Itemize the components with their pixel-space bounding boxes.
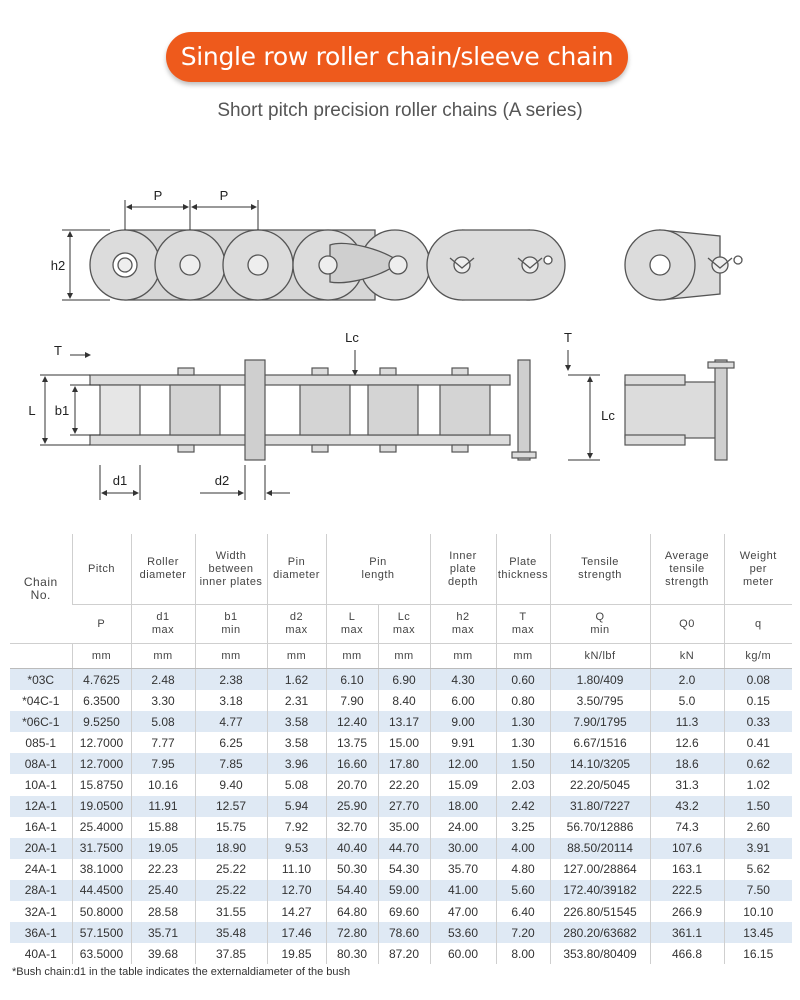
chain-end-view [625, 230, 742, 300]
table-cell: 80.30 [326, 943, 378, 964]
table-cell: 6.25 [195, 732, 267, 753]
sym-q0: Q0 [650, 605, 724, 644]
table-cell: 16.60 [326, 753, 378, 774]
table-row [10, 753, 792, 774]
unit-q: kN/lbf [550, 644, 650, 669]
table-cell: 5.0 [650, 690, 724, 711]
table-cell: 0.62 [724, 753, 792, 774]
table-cell: 41.00 [430, 880, 496, 901]
unit-q-weight: kg/m [724, 644, 792, 669]
sym-t: T max [496, 605, 550, 644]
sym-h2: h2 max [430, 605, 496, 644]
table-row [10, 796, 792, 817]
table-row [10, 732, 792, 753]
table-cell: 43.2 [650, 796, 724, 817]
table-cell: 40.40 [326, 838, 378, 859]
label-p-2: P [219, 188, 229, 203]
table-cell: 7.95 [131, 753, 195, 774]
table-cell: 64.80 [326, 901, 378, 922]
table-cell: 6.00 [430, 690, 496, 711]
chain-number-cell: 20A-1 [10, 838, 72, 859]
header-tensile-strength: Tensile strength [550, 534, 650, 605]
chain-number-cell: 08A-1 [10, 753, 72, 774]
chain-section-view [625, 360, 734, 460]
table-row [10, 711, 792, 732]
table-cell: 7.77 [131, 732, 195, 753]
label-d1: d1 [112, 473, 128, 488]
table-cell: 107.6 [650, 838, 724, 859]
table-cell: 15.00 [378, 732, 430, 753]
table-cell: 0.15 [724, 690, 792, 711]
header-inner-plate-depth: Inner plate depth [430, 534, 496, 605]
table-cell: 172.40/39182 [550, 880, 650, 901]
table-cell: 27.70 [378, 796, 430, 817]
sym-d1: d1 max [131, 605, 195, 644]
table-cell: 13.75 [326, 732, 378, 753]
table-cell: 5.94 [267, 796, 326, 817]
unit-d1: mm [131, 644, 195, 669]
table-cell: 14.27 [267, 901, 326, 922]
table-cell: 54.30 [378, 859, 430, 880]
chain-number-cell: *04C-1 [10, 690, 72, 711]
table-cell: 2.42 [496, 796, 550, 817]
table-cell: 3.50/795 [550, 690, 650, 711]
table-cell: 53.60 [430, 922, 496, 943]
table-cell: 7.85 [195, 753, 267, 774]
table-cell: 12.00 [430, 753, 496, 774]
table-cell: 1.80/409 [550, 669, 650, 691]
chain-number-cell: 40A-1 [10, 943, 72, 964]
sym-q: Q min [550, 605, 650, 644]
label-b1: b1 [54, 403, 70, 418]
table-cell: 7.20 [496, 922, 550, 943]
label-p-1: P [153, 188, 163, 203]
table-cell: 222.5 [650, 880, 724, 901]
table-row [10, 774, 792, 795]
table-cell: 16.15 [724, 943, 792, 964]
table-cell: 12.6 [650, 732, 724, 753]
table-cell: 0.60 [496, 669, 550, 691]
table-cell: 31.55 [195, 901, 267, 922]
table-cell: 4.7625 [72, 669, 131, 691]
sym-p: P [72, 605, 131, 644]
spec-table-body [10, 669, 792, 965]
table-cell: 31.80/7227 [550, 796, 650, 817]
table-cell: 0.80 [496, 690, 550, 711]
table-cell: 24.00 [430, 817, 496, 838]
table-cell: 14.10/3205 [550, 753, 650, 774]
table-cell: 74.3 [650, 817, 724, 838]
chain-number-cell: 28A-1 [10, 880, 72, 901]
table-cell: 6.40 [496, 901, 550, 922]
table-cell: 226.80/51545 [550, 901, 650, 922]
table-cell: 10.16 [131, 774, 195, 795]
table-cell: 12.7000 [72, 732, 131, 753]
table-cell: 12.40 [326, 711, 378, 732]
table-cell: 19.85 [267, 943, 326, 964]
footnote: *Bush chain:d1 in the table indicates the externaldiameter of the bush [12, 966, 351, 978]
table-cell: 361.1 [650, 922, 724, 943]
spec-table-wrap [10, 534, 792, 964]
chain-number-cell: *06C-1 [10, 711, 72, 732]
table-cell: 72.80 [326, 922, 378, 943]
table-row [10, 669, 792, 691]
table-cell: 54.40 [326, 880, 378, 901]
table-row [10, 901, 792, 922]
chain-diagram [0, 170, 800, 520]
table-cell: 13.17 [378, 711, 430, 732]
header-pin-diameter: Pin diameter [267, 534, 326, 605]
chain-number-cell: 10A-1 [10, 774, 72, 795]
table-cell: 35.70 [430, 859, 496, 880]
table-cell: 9.00 [430, 711, 496, 732]
table-cell: 18.90 [195, 838, 267, 859]
table-cell: 280.20/63682 [550, 922, 650, 943]
chain-number-cell: *03C [10, 669, 72, 691]
table-cell: 19.0500 [72, 796, 131, 817]
chain-number-cell: 24A-1 [10, 859, 72, 880]
chain-number-cell: 085-1 [10, 732, 72, 753]
table-cell: 17.46 [267, 922, 326, 943]
table-cell: 44.70 [378, 838, 430, 859]
table-cell: 35.71 [131, 922, 195, 943]
table-cell: 25.22 [195, 880, 267, 901]
sym-b1: b1 min [195, 605, 267, 644]
table-cell: 8.40 [378, 690, 430, 711]
table-cell: 9.40 [195, 774, 267, 795]
unit-q0: kN [650, 644, 724, 669]
table-cell: 15.88 [131, 817, 195, 838]
table-cell: 266.9 [650, 901, 724, 922]
table-cell: 0.33 [724, 711, 792, 732]
table-cell: 32.70 [326, 817, 378, 838]
table-cell: 87.20 [378, 943, 430, 964]
table-cell: 11.10 [267, 859, 326, 880]
sym-l: L max [326, 605, 378, 644]
table-cell: 25.40 [131, 880, 195, 901]
label-t-2: T [564, 330, 572, 345]
header-chain-no: Chain No. [23, 574, 58, 602]
table-cell: 163.1 [650, 859, 724, 880]
table-cell: 30.00 [430, 838, 496, 859]
table-cell: 7.90 [326, 690, 378, 711]
sym-d2: d2 max [267, 605, 326, 644]
unit-b1: mm [195, 644, 267, 669]
chain-side-view [90, 230, 565, 300]
table-cell: 25.22 [195, 859, 267, 880]
title-banner [166, 32, 628, 82]
unit-d2: mm [267, 644, 326, 669]
table-cell: 38.1000 [72, 859, 131, 880]
table-cell: 5.08 [131, 711, 195, 732]
header-pitch: Pitch [72, 534, 131, 605]
table-cell: 15.09 [430, 774, 496, 795]
table-cell: 17.80 [378, 753, 430, 774]
label-h2: h2 [50, 258, 66, 273]
table-cell: 0.41 [724, 732, 792, 753]
table-cell: 4.00 [496, 838, 550, 859]
table-row [10, 880, 792, 901]
table-cell: 15.8750 [72, 774, 131, 795]
table-cell: 1.62 [267, 669, 326, 691]
unit-l: mm [326, 644, 378, 669]
unit-lc: mm [378, 644, 430, 669]
table-cell: 3.30 [131, 690, 195, 711]
table-cell: 28.58 [131, 901, 195, 922]
table-cell: 7.50 [724, 880, 792, 901]
header-pin-length: Pin length [326, 534, 430, 605]
table-cell: 6.67/1516 [550, 732, 650, 753]
table-cell: 18.6 [650, 753, 724, 774]
sym-lc: Lc max [378, 605, 430, 644]
table-cell: 44.4500 [72, 880, 131, 901]
table-cell: 22.20 [378, 774, 430, 795]
unit-t: mm [496, 644, 550, 669]
table-cell: 57.1500 [72, 922, 131, 943]
table-cell: 5.08 [267, 774, 326, 795]
table-cell: 127.00/28864 [550, 859, 650, 880]
table-cell: 50.8000 [72, 901, 131, 922]
table-cell: 2.48 [131, 669, 195, 691]
table-cell: 10.10 [724, 901, 792, 922]
header-weight: Weight per meter [724, 534, 792, 605]
page-subtitle: Short pitch precision roller chains (A series) [217, 100, 583, 121]
header-average-tensile: Average tensile strength [650, 534, 724, 605]
label-l: L [28, 403, 36, 418]
table-row [10, 922, 792, 943]
table-cell: 8.00 [496, 943, 550, 964]
table-cell: 18.00 [430, 796, 496, 817]
table-cell: 59.00 [378, 880, 430, 901]
unit-p: mm [72, 644, 131, 669]
table-cell: 88.50/20114 [550, 838, 650, 859]
table-cell: 35.00 [378, 817, 430, 838]
table-cell: 3.91 [724, 838, 792, 859]
table-cell: 353.80/80409 [550, 943, 650, 964]
table-cell: 12.57 [195, 796, 267, 817]
chain-number-cell: 16A-1 [10, 817, 72, 838]
chain-top-view [90, 360, 536, 460]
spec-table [10, 534, 792, 964]
label-lc-2: Lc [601, 408, 615, 423]
table-row [10, 943, 792, 964]
table-cell: 5.62 [724, 859, 792, 880]
sym-q-weight: q [724, 605, 792, 644]
unit-h2: mm [430, 644, 496, 669]
chain-number-cell: 12A-1 [10, 796, 72, 817]
label-d2: d2 [214, 473, 230, 488]
table-cell: 11.91 [131, 796, 195, 817]
table-cell: 25.90 [326, 796, 378, 817]
table-cell: 6.3500 [72, 690, 131, 711]
table-cell: 7.92 [267, 817, 326, 838]
table-cell: 466.8 [650, 943, 724, 964]
table-cell: 3.58 [267, 711, 326, 732]
table-cell: 6.90 [378, 669, 430, 691]
table-row [10, 817, 792, 838]
table-cell: 1.50 [724, 796, 792, 817]
chain-number-cell: 36A-1 [10, 922, 72, 943]
label-lc-1: Lc [345, 330, 359, 345]
table-cell: 9.53 [267, 838, 326, 859]
table-cell: 3.96 [267, 753, 326, 774]
table-cell: 2.60 [724, 817, 792, 838]
table-cell: 78.60 [378, 922, 430, 943]
table-cell: 3.25 [496, 817, 550, 838]
table-cell: 4.80 [496, 859, 550, 880]
table-row [10, 838, 792, 859]
table-cell: 20.70 [326, 774, 378, 795]
table-cell: 25.4000 [72, 817, 131, 838]
table-cell: 60.00 [430, 943, 496, 964]
table-cell: 11.3 [650, 711, 724, 732]
table-cell: 1.50 [496, 753, 550, 774]
table-cell: 9.5250 [72, 711, 131, 732]
table-cell: 69.60 [378, 901, 430, 922]
table-cell: 50.30 [326, 859, 378, 880]
table-cell: 39.68 [131, 943, 195, 964]
table-cell: 2.38 [195, 669, 267, 691]
table-cell: 13.45 [724, 922, 792, 943]
table-cell: 22.20/5045 [550, 774, 650, 795]
table-row [10, 690, 792, 711]
table-cell: 12.70 [267, 880, 326, 901]
table-cell: 56.70/12886 [550, 817, 650, 838]
table-cell: 5.60 [496, 880, 550, 901]
table-cell: 1.30 [496, 711, 550, 732]
table-cell: 2.0 [650, 669, 724, 691]
table-cell: 31.3 [650, 774, 724, 795]
header-plate-thickness: Plate thickness [496, 534, 550, 605]
table-cell: 4.30 [430, 669, 496, 691]
table-cell: 6.10 [326, 669, 378, 691]
table-cell: 63.5000 [72, 943, 131, 964]
table-cell: 3.18 [195, 690, 267, 711]
table-cell: 0.08 [724, 669, 792, 691]
table-cell: 35.48 [195, 922, 267, 943]
table-cell: 1.30 [496, 732, 550, 753]
table-cell: 47.00 [430, 901, 496, 922]
table-cell: 3.58 [267, 732, 326, 753]
chain-number-cell: 32A-1 [10, 901, 72, 922]
table-cell: 9.91 [430, 732, 496, 753]
table-cell: 12.7000 [72, 753, 131, 774]
label-t-1: T [54, 343, 62, 358]
table-cell: 7.90/1795 [550, 711, 650, 732]
table-cell: 15.75 [195, 817, 267, 838]
table-cell: 37.85 [195, 943, 267, 964]
table-cell: 2.03 [496, 774, 550, 795]
table-cell: 22.23 [131, 859, 195, 880]
header-roller-diameter: Roller diameter [131, 534, 195, 605]
page-title: Single row roller chain/sleeve chain [180, 42, 614, 71]
table-cell: 2.31 [267, 690, 326, 711]
table-cell: 31.7500 [72, 838, 131, 859]
table-cell: 19.05 [131, 838, 195, 859]
header-width-inner: Width between inner plates [195, 534, 267, 605]
table-cell: 4.77 [195, 711, 267, 732]
table-cell: 1.02 [724, 774, 792, 795]
table-row [10, 859, 792, 880]
